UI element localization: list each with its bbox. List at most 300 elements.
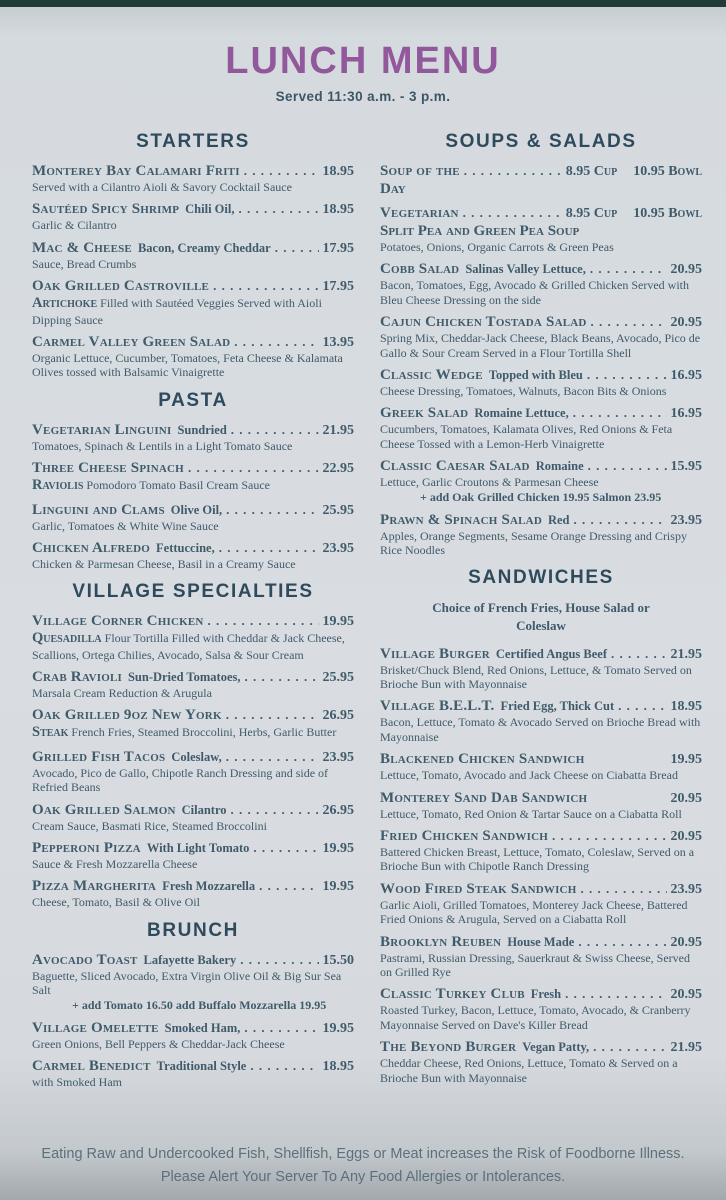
item-title-line <box>32 1020 354 1037</box>
item-description: Brisket/Chuck Blend, Red Onions, Lettuce, & Tomato Served on Brioche Bun with Mayonnaise <box>380 662 692 692</box>
item-price: 20.95 <box>670 987 702 1003</box>
item-title-line <box>380 458 702 475</box>
menu-item <box>32 240 354 271</box>
section-village-specialties <box>32 581 354 910</box>
item-body <box>380 768 702 782</box>
item-inline-name: Artichoke <box>32 295 98 312</box>
item-lead: Fried Egg, Thick Cut <box>500 699 615 714</box>
item-inline-name: Quesadilla <box>32 630 102 647</box>
section-brunch <box>32 920 354 1090</box>
menu-item <box>32 952 354 1013</box>
item-price: 21.95 <box>670 1040 702 1056</box>
item-description: Bacon, Lettuce, Tomato & Avocado Served on Brioche Bread with Mayonnaise <box>380 715 701 744</box>
item-title-line <box>32 460 354 477</box>
item-body <box>32 180 354 194</box>
item-price: 21.95 <box>670 646 702 662</box>
item-name: Crab Ravioli <box>32 669 122 686</box>
item-price: 19.95 <box>322 841 354 857</box>
menu-item <box>32 460 354 494</box>
item-title-line <box>32 163 354 180</box>
item-body <box>32 969 354 998</box>
menu-footer <box>0 1143 726 1188</box>
dot-leader <box>259 878 318 894</box>
dot-leader <box>238 201 318 217</box>
dot-leader <box>240 952 318 968</box>
menu-title: LUNCH MENU <box>225 40 501 82</box>
item-price: 23.95 <box>670 512 702 528</box>
menu-item <box>380 163 702 198</box>
menu-item <box>380 646 702 692</box>
dot-leader <box>275 240 319 256</box>
item-lead: Salinas Valley Lettuce, <box>465 262 586 277</box>
item-lead: Certified Angus Beef <box>495 646 608 661</box>
menu-item <box>32 669 354 700</box>
item-title-line <box>32 240 354 257</box>
item-title-line <box>380 986 702 1003</box>
starters-list <box>32 163 354 380</box>
item-lead: Sundried <box>177 422 227 437</box>
item-name: Chicken Alfredo <box>32 539 151 556</box>
item-price: 19.95 <box>322 1020 354 1036</box>
item-price: 19.95 <box>670 752 702 768</box>
item-description: Apples, Orange Segments, Sesame Orange Dressing and Crispy Rice Noodles <box>380 528 687 557</box>
item-title-line <box>380 646 702 663</box>
item-body <box>380 1003 702 1032</box>
item-body <box>32 630 354 662</box>
menu-item <box>380 790 702 821</box>
dot-leader <box>188 460 319 476</box>
dot-leader <box>574 512 667 528</box>
item-body <box>380 807 702 821</box>
dot-leader <box>590 261 667 277</box>
item-description: Filled with Sautéed Veggies Served with Aioli Dipping Sauce <box>32 296 322 327</box>
item-price-2: 10.95 Bowl <box>633 206 702 221</box>
item-body <box>380 1056 702 1085</box>
menu-item <box>380 314 702 360</box>
item-subname: Split Pea and Green Pea Soup <box>380 223 580 239</box>
footer-warning: Eating Raw and Undercooked Fish, Shellfish, Eggs or Meat increases the Risk of Foodborne Illness. <box>41 1146 685 1163</box>
item-description: French Fries, Steamed Broccolini, Herbs, Garlic Butter <box>71 725 337 740</box>
item-body <box>380 475 702 489</box>
dot-leader <box>250 1058 318 1074</box>
item-title-line <box>380 261 702 278</box>
soups-salads-list <box>380 163 702 557</box>
item-name: Avocado Toast <box>32 951 138 968</box>
item-price: 20.95 <box>670 829 702 845</box>
item-description: Spring Mix, Cheddar-Jack Cheese, Black Beans, Avocado, Pico de Gallo & Sour Cream Served in a Flour Tortilla Shell <box>380 331 701 360</box>
dot-leader <box>219 540 319 556</box>
menu-item <box>380 512 702 558</box>
dot-leader <box>213 278 318 294</box>
menu-item <box>380 751 702 782</box>
item-name: Pizza Margherita <box>32 878 157 895</box>
item-lead: Topped with Bleu <box>488 367 583 382</box>
item-name: Grilled Fish Tacos <box>32 748 166 765</box>
item-price: 25.95 <box>322 670 354 686</box>
item-description: Served with a Cilantro Aioli & Savory Cocktail Sauce <box>32 180 292 194</box>
item-price: 20.95 <box>670 262 702 278</box>
item-description: Cheese Dressing, Tomatoes, Walnuts, Bacon Bits & Onions <box>380 383 667 398</box>
item-body <box>32 439 354 453</box>
sandwiches-list <box>380 646 702 1085</box>
menu-item <box>380 405 702 451</box>
menu-columns <box>32 131 702 1142</box>
footer-allergy: Please Alert Your Server To Any Food Allergies or Intolerances. <box>160 1168 566 1185</box>
left-column <box>32 131 354 1142</box>
item-description: Bacon, Tomatoes, Egg, Avocado & Grilled Chicken Served with Bleu Cheese Dressing on the side <box>380 278 689 307</box>
item-name: Fried Chicken Sandwich <box>380 828 548 845</box>
item-body <box>380 715 702 744</box>
dot-leader <box>208 613 319 629</box>
dot-leader <box>580 881 666 897</box>
menu-item <box>32 201 354 232</box>
dot-leader <box>611 646 666 662</box>
item-name: Oak Grilled Salmon <box>32 801 176 818</box>
item-description: Sauce, Bread Crumbs <box>32 256 137 271</box>
item-description: Battered Chicken Breast, Lettuce, Tomato, Coleslaw, Served on a Brioche Bun with Chipotle Ranch Dressing <box>380 845 695 874</box>
menu-item <box>32 707 354 741</box>
item-price: 25.95 <box>322 502 354 518</box>
item-title-line <box>32 952 354 969</box>
item-description: Baguette, Sliced Avocado, Extra Virgin Olive Oil & Big Sur Sea Salt <box>32 968 342 998</box>
dot-leader <box>591 314 667 330</box>
menu-item <box>32 278 354 327</box>
item-title-line <box>380 751 702 768</box>
item-title-line <box>32 669 354 686</box>
menu-item <box>380 205 702 254</box>
item-price: 16.95 <box>670 406 702 422</box>
item-body <box>32 895 354 909</box>
item-description: Lettuce, Tomato, Red Onion & Tartar Sauce on a Ciabatta Roll <box>380 806 682 821</box>
dot-leader <box>565 986 666 1002</box>
item-name: Classic Turkey Club <box>380 986 525 1003</box>
menu-item <box>32 540 354 571</box>
menu-item <box>380 458 702 504</box>
item-description: Organic Lettuce, Cucumber, Tomatoes, Feta Cheese & Kalamata Olives tossed with Balsamic Vinaigrette <box>32 350 343 380</box>
item-body <box>380 898 702 927</box>
menu-item <box>32 1058 354 1089</box>
item-name: Village Burger <box>380 645 490 662</box>
dot-leader <box>588 458 667 474</box>
menu-item <box>32 1020 354 1051</box>
item-title-line <box>32 749 354 766</box>
item-body <box>32 557 354 571</box>
item-body <box>32 519 354 533</box>
dot-leader <box>552 828 667 844</box>
dot-leader <box>244 1020 318 1036</box>
item-name: Prawn & Spinach Salad <box>380 511 542 528</box>
item-name: Carmel Benedict <box>32 1057 151 1074</box>
section-title: SOUPS & SALADS <box>445 131 637 152</box>
item-description: Avocado, Pico de Gallo, Chipotle Ranch Dressing and side of Refried Beans <box>32 765 329 795</box>
item-title-line <box>380 698 702 715</box>
item-body <box>32 218 354 232</box>
item-title-line <box>380 205 702 222</box>
menu-item <box>32 422 354 453</box>
item-price: 20.95 <box>670 790 702 806</box>
dot-leader <box>593 1039 666 1055</box>
dot-leader <box>587 367 667 383</box>
item-description: Cucumbers, Tomatoes, Kalamata Olives, Red Onions & Feta Cheese Tossed with a Lemon-Herb Vinaigrette <box>380 422 673 451</box>
item-price: 8.95 Cup <box>565 164 618 179</box>
item-lead: Smoked Ham, <box>164 1020 241 1035</box>
item-body <box>32 295 354 327</box>
item-name: Carmel Valley Green Salad <box>32 333 231 350</box>
item-price: 18.95 <box>322 164 354 179</box>
item-body <box>380 240 702 254</box>
dot-leader <box>231 422 319 438</box>
section-sandwiches <box>380 567 702 1085</box>
item-title-line <box>32 502 354 519</box>
item-price: 23.95 <box>670 881 702 897</box>
item-description: Garlic & Cilantro <box>32 218 117 233</box>
item-price: 18.95 <box>322 202 354 218</box>
item-title-line <box>380 881 702 898</box>
item-description: Green Onions, Bell Peppers & Cheddar-Jack Cheese <box>32 1036 285 1051</box>
item-name: Village Corner Chicken <box>32 613 204 630</box>
item-body <box>32 257 354 271</box>
item-body <box>32 351 354 380</box>
item-price: 18.95 <box>322 1058 354 1074</box>
item-price: 16.95 <box>670 367 702 383</box>
section-title: BRUNCH <box>147 919 239 941</box>
item-name: Three Cheese Spinach <box>32 460 184 477</box>
menu-item <box>380 1039 702 1085</box>
item-body <box>380 529 702 558</box>
dot-leader <box>253 840 318 856</box>
menu-item <box>380 986 702 1032</box>
right-column <box>380 131 702 1142</box>
item-title-line <box>32 334 354 351</box>
item-description: Flour Tortilla Filled with Cheddar & Jack Cheese, Scallions, Ortega Chilies, Avocado, Salsa & Sour Cream <box>32 631 345 662</box>
item-title-line <box>380 405 702 422</box>
item-description: Garlic, Tomatoes & White Wine Sauce <box>32 518 219 533</box>
item-body <box>32 1037 354 1051</box>
item-description: Pastrami, Russian Dressing, Sauerkraut & Swiss Cheese, Served on Grilled Rye <box>380 950 690 979</box>
item-title-line <box>32 802 354 819</box>
item-title-line <box>32 1058 354 1075</box>
item-body <box>32 766 354 795</box>
item-lead: Lafayette Bakery <box>143 952 237 967</box>
section-title: STARTERS <box>136 131 250 152</box>
menu-item <box>380 698 702 744</box>
menu-item <box>380 261 702 307</box>
item-price-2: 10.95 Bowl <box>633 164 702 179</box>
item-title-line <box>32 707 354 724</box>
item-body <box>380 951 702 980</box>
menu-item <box>32 749 354 795</box>
item-title-line <box>32 422 354 439</box>
menu-item <box>32 163 354 194</box>
photo-top-edge <box>0 0 726 7</box>
item-body <box>32 819 354 833</box>
item-lead: Chili Oil, <box>185 202 235 217</box>
item-name: Oak Grilled 9oz New York <box>32 707 222 724</box>
item-description: Garlic Aioli, Grilled Tomatoes, Monterey Jack Cheese, Battered Fried Onions & Arugula, Served on a Ciabatta Roll <box>380 897 688 927</box>
item-name: Monterey Sand Dab Sandwich <box>380 789 588 806</box>
item-price: 8.95 Cup <box>565 206 618 221</box>
item-body <box>380 331 702 360</box>
pasta-list <box>32 422 354 572</box>
item-inline-name: Raviolis <box>32 477 84 494</box>
dot-leader <box>463 205 562 221</box>
item-body <box>380 278 702 307</box>
item-title-line <box>380 512 702 529</box>
item-body <box>32 686 354 700</box>
item-name: Vegetarian Linguini <box>32 421 172 438</box>
item-body <box>380 422 702 451</box>
item-name: Greek Salad <box>380 405 469 422</box>
item-name: Village B.E.L.T. <box>380 698 495 715</box>
item-title-line <box>32 613 354 630</box>
item-name: Cajun Chicken Tostada Salad <box>380 314 587 331</box>
item-lead: Red <box>547 512 570 527</box>
menu-item <box>380 367 702 398</box>
section-starters <box>32 131 354 380</box>
menu-item <box>32 878 354 909</box>
sandwiches-note: Choice of French Fries, House Salad or Coleslaw <box>432 600 650 634</box>
item-body <box>380 845 702 874</box>
item-lead: Coleslaw, <box>171 749 222 764</box>
dot-leader <box>245 669 319 685</box>
item-body <box>32 477 354 494</box>
item-title-line <box>32 840 354 857</box>
dot-leader <box>244 163 319 179</box>
item-body <box>380 384 702 398</box>
section-pasta <box>32 390 354 572</box>
item-description: Roasted Turkey, Bacon, Lettuce, Tomato, Avocado, & Cranberry Mayonnaise Served on Dave's Killer Bread <box>380 1003 691 1032</box>
item-price: 21.95 <box>322 422 354 438</box>
item-lead: Sun-Dried Tomatoes, <box>127 670 241 685</box>
item-description: with Smoked Ham <box>32 1074 122 1089</box>
brunch-list <box>32 952 354 1090</box>
item-description: Cheddar Cheese, Red Onions, Lettuce, Tomato & Served on a Brioche Bun with Mayonnaise <box>380 1056 678 1085</box>
menu-item <box>380 881 702 927</box>
item-description: Potatoes, Onions, Organic Carrots & Green Peas <box>380 240 614 254</box>
item-lead: With Light Tomato <box>146 841 250 856</box>
item-name: Brooklyn Reuben <box>380 933 502 950</box>
item-price: 17.95 <box>322 240 354 256</box>
item-name: Pepperoni Pizza <box>32 840 141 857</box>
item-price: 20.95 <box>670 315 702 331</box>
item-price: 20.95 <box>670 934 702 950</box>
item-title-line <box>32 540 354 557</box>
village-specialties-list <box>32 613 354 910</box>
item-lead: Vegan Patty, <box>522 1040 590 1055</box>
dot-leader <box>226 502 318 518</box>
menu-item <box>380 828 702 874</box>
item-name: Village Omelette <box>32 1019 159 1036</box>
menu-item <box>32 613 354 662</box>
item-price: 19.95 <box>322 879 354 895</box>
item-price: 15.50 <box>322 952 354 968</box>
item-description: Sauce & Fresh Mozzarella Cheese <box>32 857 198 872</box>
menu-item <box>32 840 354 871</box>
item-addons: + add Tomato 16.50 add Buffalo Mozzarella 19.95 <box>72 997 327 1012</box>
item-price: 18.95 <box>670 699 702 715</box>
item-name: Monterey Bay Calamari Friti <box>32 163 240 179</box>
item-lead: Romaine <box>535 459 584 474</box>
dot-leader <box>226 707 319 723</box>
item-description: Pomodoro Tomato Basil Cream Sauce <box>86 478 271 493</box>
item-name: Wood Fired Steak Sandwich <box>380 880 577 897</box>
item-description: Lettuce, Tomato, Avocado and Jack Cheese on Ciabatta Bread <box>380 768 678 783</box>
item-lead: Olive Oil, <box>170 502 223 517</box>
menu-header <box>0 0 726 104</box>
item-name: Blackened Chicken Sandwich <box>380 751 585 768</box>
section-title: VILLAGE SPECIALTIES <box>72 581 314 603</box>
item-title-line <box>380 934 702 951</box>
item-name: Vegetarian <box>380 205 459 221</box>
item-subname: Day <box>380 181 406 197</box>
section-title: SANDWICHES <box>468 567 614 589</box>
item-lead: Romaine Lettuce, <box>474 406 569 421</box>
item-title-line <box>380 314 702 331</box>
item-description: Marsala Cream Reduction & Arugula <box>32 686 212 701</box>
item-description: Cream Sauce, Basmati Rice, Steamed Broccolini <box>32 818 267 833</box>
item-title-line <box>380 828 702 845</box>
section-title: PASTA <box>158 389 228 411</box>
item-lead: Fresh Mozzarella <box>162 879 256 894</box>
item-body <box>380 663 702 692</box>
item-name: Oak Grilled Castroville <box>32 278 210 295</box>
item-title-line <box>380 163 702 180</box>
item-price: 26.95 <box>322 802 354 818</box>
item-price: 23.95 <box>322 749 354 765</box>
item-title-line <box>32 878 354 895</box>
item-body <box>32 857 354 871</box>
item-name: Classic Caesar Salad <box>380 458 530 475</box>
item-price: 26.95 <box>322 708 354 724</box>
item-body <box>32 1075 354 1089</box>
item-name: Linguini and Clams <box>32 501 165 518</box>
item-lead: Traditional Style <box>156 1058 247 1073</box>
item-inline-name: Steak <box>32 724 69 741</box>
dot-leader <box>226 749 319 765</box>
item-title-line <box>380 367 702 384</box>
dot-leader <box>578 934 666 950</box>
item-name: Sautéed Spicy Shrimp <box>32 201 180 218</box>
dot-leader <box>234 334 318 350</box>
menu-item <box>380 934 702 980</box>
menu-item <box>32 334 354 380</box>
item-description: Chicken & Parmesan Cheese, Basil in a Creamy Sauce <box>32 556 296 571</box>
item-lead: Fresh <box>530 987 562 1002</box>
item-description: Cheese, Tomato, Basil & Olive Oil <box>32 895 200 910</box>
item-description: Lettuce, Garlic Croutons & Parmesan Cheese <box>380 475 599 490</box>
item-name: Cobb Salad <box>380 261 460 278</box>
item-lead: Bacon, Creamy Cheddar <box>137 240 271 255</box>
item-price: 17.95 <box>322 279 354 295</box>
item-title-line <box>380 790 702 807</box>
item-title-line <box>32 278 354 295</box>
item-price: 15.95 <box>670 459 702 475</box>
item-lead: Fettuccine, <box>156 540 215 555</box>
menu-subtitle: Served 11:30 a.m. - 3 p.m. <box>275 89 451 104</box>
item-description: Tomatoes, Spinach & Lentils in a Light Tomato Sauce <box>32 438 293 453</box>
item-price: 22.95 <box>322 461 354 477</box>
menu-item <box>32 502 354 533</box>
item-price: 19.95 <box>322 614 354 630</box>
dot-leader <box>231 802 319 818</box>
item-title-line <box>32 201 354 218</box>
item-title-line <box>380 1039 702 1056</box>
item-lead: House Made <box>507 934 575 949</box>
dot-leader <box>464 163 562 179</box>
item-lead: Cilantro <box>181 802 227 817</box>
item-price: 23.95 <box>322 540 354 556</box>
item-body <box>32 724 354 741</box>
